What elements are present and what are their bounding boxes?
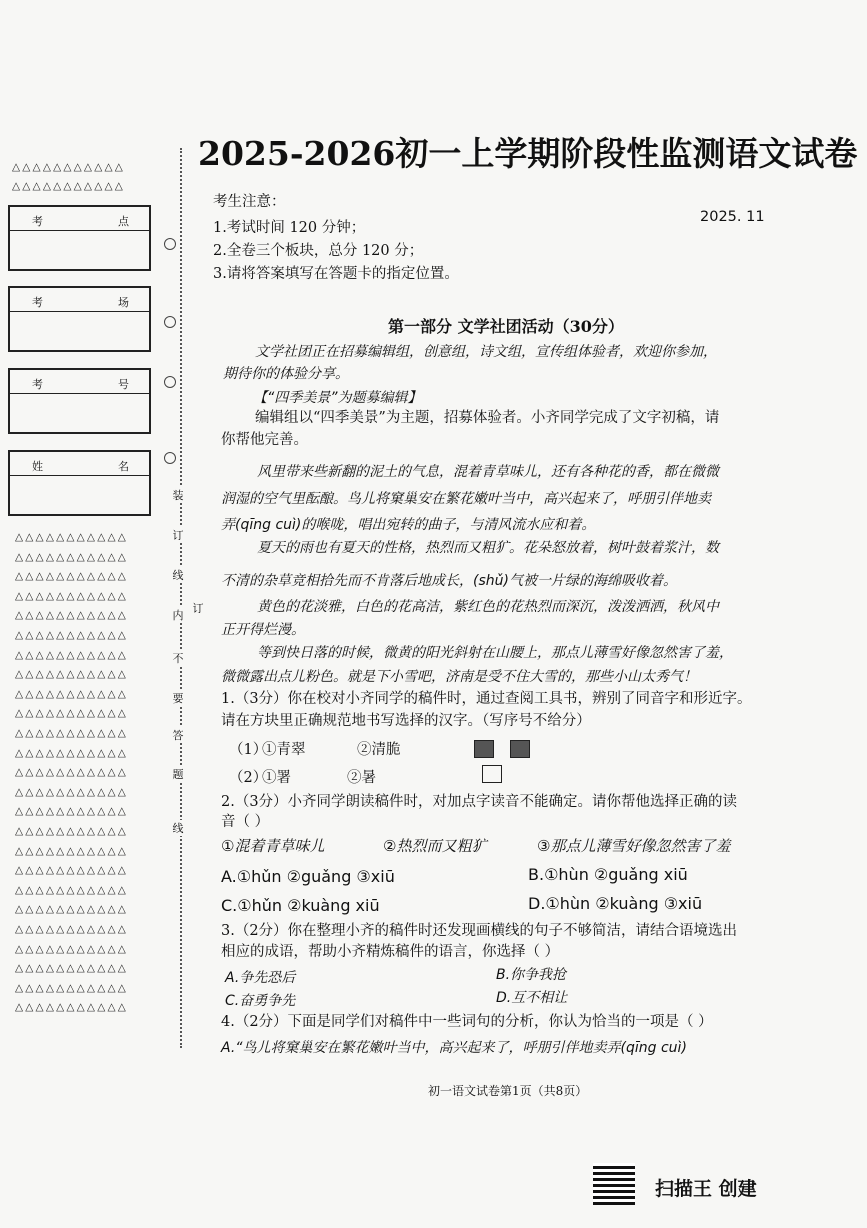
triangle-row: △△△△△△△△△△△: [15, 707, 129, 720]
binding-char: 要: [168, 690, 188, 706]
triangle-row: △△△△△△△△△△△: [15, 629, 129, 641]
triangle-row: △△△△△△△△△△△: [12, 161, 126, 173]
q2-item: ②热烈而又粗犷: [383, 837, 487, 855]
triangle-row: △△△△△△△△△△△: [15, 589, 129, 602]
q1-row2-b: ②暑: [347, 770, 376, 786]
hole-icon: [164, 238, 176, 250]
triangle-row: △△△△△△△△△△△: [15, 903, 129, 916]
triangle-row: △△△△△△△△△△△: [15, 1001, 129, 1014]
triangle-row: △△△△△△△△△△△: [15, 844, 129, 857]
question-2-line2: 音（ ）: [221, 814, 270, 830]
q1-row1-num: （1）: [229, 742, 268, 758]
triangle-row: △△△△△△△△△△△: [15, 609, 129, 622]
binding-char: 线: [168, 567, 188, 583]
q2-option-b[interactable]: B.①hùn ②guǎng xiū: [528, 865, 688, 884]
exam-number-box[interactable]: [8, 368, 151, 434]
passage-line: 黄色的花淡雅，白色的花高洁，紫红色的花热烈而深沉，泼泼洒洒，秋风中: [257, 599, 719, 615]
page-footer: 初一语文试卷第1页（共8页）: [428, 1084, 588, 1098]
exam-date: 2025. 11: [700, 209, 765, 225]
binding-char: 内: [168, 607, 188, 623]
hole-icon: [164, 452, 176, 464]
exam-site-box[interactable]: [8, 205, 151, 271]
answer-box[interactable]: [482, 765, 502, 783]
intro-line: 期待你的体验分享。: [223, 366, 349, 382]
q2-option-c[interactable]: C.①hǔn ②kuàng xiū: [221, 896, 380, 915]
triangle-row: △△△△△△△△△△△: [12, 180, 126, 192]
answer-box[interactable]: [510, 740, 530, 758]
intro-line: 文学社团正在招募编辑组，创意组，诗文组，宣传组体验者，欢迎你参加，: [255, 344, 717, 360]
notice-heading: 考生注意：: [213, 194, 286, 210]
q3-option-b[interactable]: B.你争我抢: [496, 967, 567, 983]
binding-char: 题: [168, 766, 188, 782]
passage-line: 微微露出点儿粉色。就是下小雪吧，济南是受不住大雪的，那些小山太秀气！: [221, 669, 697, 685]
box-label: 号: [118, 378, 129, 391]
section-heading: 第一部分 文学社团活动（30分）: [388, 317, 624, 336]
question-3: 3.（2分）你在整理小齐的稿件时还发现画横线的句子不够简洁，请结合语境选出: [221, 923, 738, 939]
hole-icon: [164, 376, 176, 388]
binding-line: [180, 148, 182, 1048]
task-line: 你帮他完善。: [221, 432, 308, 448]
passage-line: 润湿的空气里酝酿。鸟儿将窠巢安在繁花嫩叶当中，高兴起来了，呼朋引伴地卖: [221, 491, 711, 507]
triangle-row: △△△△△△△△△△△: [15, 962, 129, 975]
triangle-row: △△△△△△△△△△△: [15, 923, 129, 935]
q1-row2-a: ①署: [262, 770, 291, 786]
q2-item: ①混着青草味儿: [221, 837, 325, 855]
binding-char: 订: [168, 527, 188, 543]
box-label: 考: [32, 215, 43, 228]
triangle-row: △△△△△△△△△△△: [15, 785, 129, 798]
box-label: 考: [32, 378, 43, 391]
notice-item: 2.全卷三个板块，总分 120 分；: [213, 243, 424, 259]
triangle-row: △△△△△△△△△△△: [15, 942, 129, 955]
box-label: 场: [118, 296, 129, 309]
passage-line: 弄(qīng cuì)的喉咙，唱出宛转的曲子，与清风流水应和着。: [221, 517, 596, 533]
binding-char: 订: [188, 600, 208, 616]
exam-room-box[interactable]: [8, 286, 151, 352]
question-3-line2: 相应的成语，帮助小齐精炼稿件的语言，你选择（ ）: [221, 944, 560, 960]
box-label: 名: [118, 460, 129, 473]
answer-box[interactable]: [474, 740, 494, 758]
q3-option-a[interactable]: A.争先恐后: [225, 970, 296, 986]
passage-line: 等到快日落的时候，微黄的阳光斜射在山腰上，那点儿薄雪好像忽然害了羞，: [257, 645, 733, 661]
passage-line: 风里带来些新翻的泥土的气息，混着青草味儿，还有各种花的香，都在微微: [257, 464, 719, 480]
q3-option-c[interactable]: C.奋勇争先: [225, 993, 296, 1009]
triangle-row: △△△△△△△△△△△: [15, 550, 129, 563]
triangle-row: △△△△△△△△△△△: [15, 883, 129, 896]
triangle-row: △△△△△△△△△△△: [15, 864, 129, 877]
binding-char: 不: [168, 650, 188, 666]
q1-row1-b: ②清脆: [357, 742, 401, 758]
notice-item: 1.考试时间 120 分钟；: [213, 220, 366, 236]
q2-item: ③那点儿薄雪好像忽然害了羞: [537, 837, 731, 855]
binding-char: 装: [168, 487, 188, 503]
passage-line: 不清的杂草竞相拾先而不肯落后地成长，(shǔ)气被一片绿的海绵吸收着。: [221, 573, 677, 589]
task-line: 编辑组以“四季美景”为主题，招募体验者。小齐同学完成了文字初稿，请: [255, 410, 720, 426]
scanner-watermark: 扫描王 创建: [655, 1178, 757, 1200]
box-label: 姓: [32, 460, 43, 473]
binding-char: 线: [168, 820, 188, 836]
binding-char: 答: [168, 727, 188, 743]
triangle-row: △△△△△△△△△△△: [15, 648, 129, 661]
box-label: 考: [32, 296, 43, 309]
hole-icon: [164, 316, 176, 328]
question-4: 4.（2分）下面是同学们对稿件中一些词句的分析，你认为恰当的一项是（ ）: [221, 1014, 713, 1030]
qr-code-icon: [593, 1163, 635, 1205]
triangle-row: △△△△△△△△△△△: [15, 805, 129, 818]
q2-option-a[interactable]: A.①hǔn ②guǎng ③xiū: [221, 867, 395, 886]
passage-line: 夏天的雨也有夏天的性格，热烈而又粗犷。花朵怒放着，树叶鼓着浆汁，数: [257, 540, 719, 556]
question-1-line2: 请在方块里正确规范地书写选择的汉字。（写序号不给分）: [221, 713, 591, 729]
notice-item: 3.请将答案填写在答题卡的指定位置。: [213, 266, 459, 282]
triangle-row: △△△△△△△△△△△: [15, 727, 129, 739]
triangle-row: △△△△△△△△△△△: [15, 570, 129, 583]
triangle-row: △△△△△△△△△△△: [15, 766, 129, 779]
triangle-row: △△△△△△△△△△△: [15, 981, 129, 994]
exam-title: 2025-2026初一上学期阶段性监测语文试卷: [198, 134, 858, 173]
question-2: 2.（3分）小齐同学朗读稿件时，对加点字读音不能确定。请你帮他选择正确的读: [221, 794, 738, 810]
q4-option-a[interactable]: A.“鸟儿将窠巢安在繁花嫩叶当中，高兴起来了，呼朋引伴地卖弄(qīng cuì): [221, 1040, 687, 1056]
q1-row2-num: （2）: [229, 770, 268, 786]
q2-option-d[interactable]: D.①hùn ②kuàng ③xiū: [528, 894, 703, 913]
triangle-row: △△△△△△△△△△△: [15, 687, 129, 700]
subheading: 【“四季美景”为题募编辑】: [253, 390, 422, 406]
q3-option-d[interactable]: D.互不相让: [496, 990, 568, 1006]
passage-line: 正开得烂漫。: [221, 622, 305, 638]
triangle-row: △△△△△△△△△△△: [15, 531, 129, 543]
q1-row1-a: ①青翠: [262, 742, 306, 758]
triangle-row: △△△△△△△△△△△: [15, 825, 129, 837]
name-box[interactable]: [8, 450, 151, 516]
triangle-row: △△△△△△△△△△△: [15, 668, 129, 681]
box-label: 点: [118, 215, 129, 228]
triangle-row: △△△△△△△△△△△: [15, 746, 129, 759]
question-1: 1.（3分）你在校对小齐同学的稿件时，通过查阅工具书，辨别了同音字和形近字。: [221, 691, 752, 707]
